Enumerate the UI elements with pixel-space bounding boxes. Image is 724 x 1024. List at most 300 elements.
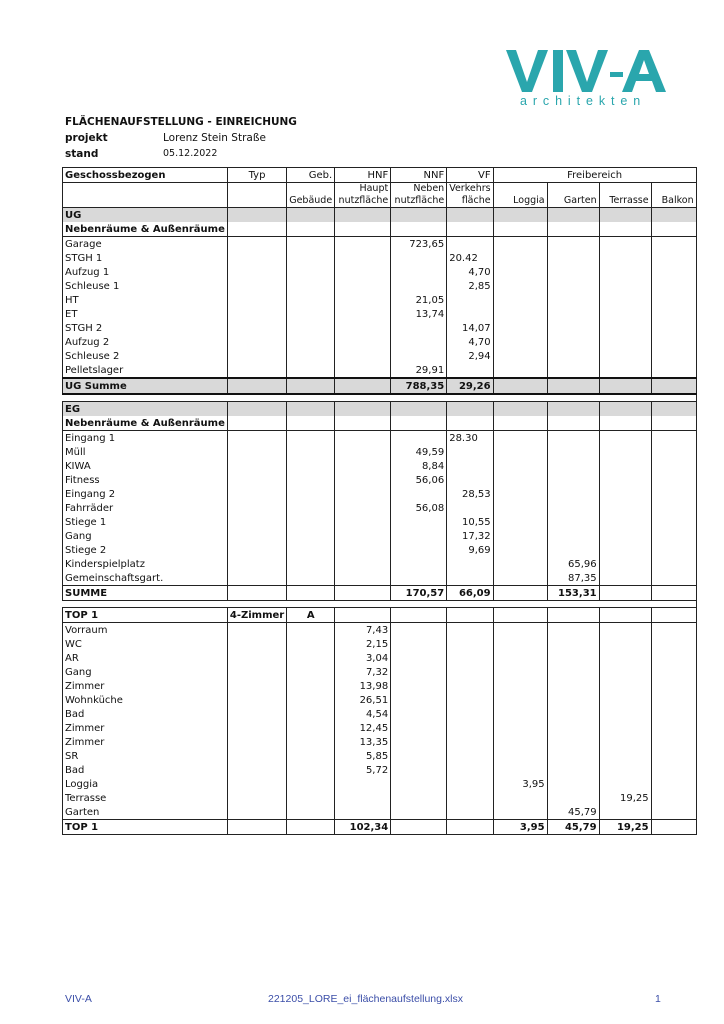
table-row-cell (599, 515, 651, 529)
sum-row-cell (335, 378, 391, 394)
table-row-cell (599, 251, 651, 265)
header-subrow-cell (287, 183, 335, 196)
table-row-cell (391, 251, 447, 265)
table-row-cell (287, 363, 335, 378)
sum-row-cell (651, 586, 696, 601)
table-row (63, 749, 697, 763)
table-row-cell (391, 557, 447, 571)
section-title-row-cell (599, 208, 651, 223)
table-row-cell (287, 487, 335, 501)
table-row-cell (391, 279, 447, 293)
table-row (63, 501, 697, 515)
table-row-cell (651, 237, 696, 252)
table-row-cell (493, 335, 547, 349)
table-row-cell (227, 529, 286, 543)
table-row-cell (287, 777, 335, 791)
table-row-cell (547, 293, 599, 307)
table-row-cell (493, 431, 547, 446)
table-row-cell (227, 805, 286, 820)
table-row-cell (447, 651, 493, 665)
section-gap-cell (63, 601, 697, 608)
table-row-cell (547, 459, 599, 473)
table-row-cell (227, 557, 286, 571)
table-row-cell (447, 791, 493, 805)
section-title-row-cell (391, 402, 447, 417)
unit-header-row-cell (335, 608, 391, 623)
table-row-cell: Gang (63, 529, 228, 543)
table-row-cell (227, 431, 286, 446)
table-row-cell (547, 623, 599, 638)
section-subtitle-row-cell (391, 416, 447, 431)
table-row-cell (391, 487, 447, 501)
sum-row-cell: 788,35 (391, 378, 447, 394)
table-row-cell: 17,32 (447, 529, 493, 543)
table-row-cell: 28,53 (447, 487, 493, 501)
unit-header-row-cell (391, 608, 447, 623)
table-row-cell (227, 763, 286, 777)
table-row-cell (651, 293, 696, 307)
table-row-cell (335, 515, 391, 529)
table-row-cell (227, 501, 286, 515)
document-header (65, 114, 297, 162)
table-row (63, 557, 697, 571)
table-row-cell (287, 307, 335, 321)
table-row-cell: 4,54 (335, 707, 391, 721)
table-row-cell (287, 251, 335, 265)
table-row-cell (493, 637, 547, 651)
table-row-cell (599, 293, 651, 307)
table-row-cell (287, 679, 335, 693)
header-subrow-cell: Loggia (493, 195, 547, 208)
table-row-cell (599, 349, 651, 363)
table-row-cell (287, 693, 335, 707)
table-row-cell (335, 431, 391, 446)
table-row-cell (287, 637, 335, 651)
table-row-cell: SR (63, 749, 228, 763)
table-row-cell: Eingang 1 (63, 431, 228, 446)
table-row-cell (391, 763, 447, 777)
section-title-row-cell: EG (63, 402, 228, 417)
table-row-cell (287, 665, 335, 679)
table-row-cell: 7,32 (335, 665, 391, 679)
table-row-cell (599, 543, 651, 557)
table-row-cell (493, 651, 547, 665)
table-row-cell: AR (63, 651, 228, 665)
section-subtitle-row-cell (599, 222, 651, 237)
table-row-cell: Zimmer (63, 679, 228, 693)
table-row-cell (651, 805, 696, 820)
table-row (63, 637, 697, 651)
table-row-cell: Schleuse 2 (63, 349, 228, 363)
table-row-cell (547, 665, 599, 679)
table-row-cell: Wohnküche (63, 693, 228, 707)
table-row-cell (547, 501, 599, 515)
section-title-row-cell (651, 208, 696, 223)
table-row-cell (391, 529, 447, 543)
table-row-cell (447, 363, 493, 378)
section-subtitle-row-cell (651, 416, 696, 431)
table-row-cell (287, 651, 335, 665)
table-row-cell (447, 237, 493, 252)
table-row-cell (391, 805, 447, 820)
sum-row-cell: SUMME (63, 586, 228, 601)
table-row-cell (391, 265, 447, 279)
table-row-cell: Bad (63, 707, 228, 721)
table-row-cell (599, 651, 651, 665)
table-row-cell (599, 805, 651, 820)
table-row-cell (651, 721, 696, 735)
table-row-cell (651, 459, 696, 473)
header-subrow-cell (227, 195, 286, 208)
section-title-row-cell: UG (63, 208, 228, 223)
table-row-cell (599, 529, 651, 543)
table-row-cell (391, 721, 447, 735)
table-row-cell (287, 279, 335, 293)
table-row-cell (599, 473, 651, 487)
table-row-cell (227, 791, 286, 805)
sum-row-cell (599, 586, 651, 601)
table-row-cell (547, 679, 599, 693)
sum-row-cell: UG Summe (63, 378, 228, 394)
table-row-cell (599, 623, 651, 638)
table-row (63, 623, 697, 638)
table-row-cell (227, 307, 286, 321)
table-row-cell: STGH 1 (63, 251, 228, 265)
table-row (63, 735, 697, 749)
table-row-cell: 21,05 (391, 293, 447, 307)
table-row (63, 307, 697, 321)
table-row-cell (651, 735, 696, 749)
table-row-cell (599, 665, 651, 679)
header-subrow-cell (547, 183, 599, 196)
table-row-cell: Stiege 2 (63, 543, 228, 557)
table-row (63, 321, 697, 335)
unit-header-row-cell: TOP 1 (63, 608, 228, 623)
header-subrow-cell: nutzfläche (391, 195, 447, 208)
section-title-row-cell (227, 208, 286, 223)
column-header: Freibereich (493, 168, 696, 183)
table-row-cell: Stiege 1 (63, 515, 228, 529)
table-row-cell: Vorraum (63, 623, 228, 638)
table-row-cell (227, 445, 286, 459)
table-row-cell (547, 721, 599, 735)
table-row-cell (287, 529, 335, 543)
table-row-cell (287, 473, 335, 487)
table-row (63, 251, 697, 265)
table-row-cell (493, 445, 547, 459)
table-row-cell (599, 721, 651, 735)
table-row-cell: 2,15 (335, 637, 391, 651)
section-subtitle-row-cell (599, 416, 651, 431)
table-row-cell: 8,84 (391, 459, 447, 473)
sum-row-cell (335, 586, 391, 601)
table-row-cell (651, 777, 696, 791)
table-row-cell (287, 293, 335, 307)
table-row-cell (599, 777, 651, 791)
table-row-cell (227, 707, 286, 721)
table-row (63, 459, 697, 473)
column-header: Geb. (287, 168, 335, 183)
table-row-cell: Schleuse 1 (63, 279, 228, 293)
table-row-cell: Pelletslager (63, 363, 228, 378)
table-row-cell (287, 791, 335, 805)
table-row-cell: Terrasse (63, 791, 228, 805)
table-row-cell: 20.42 (447, 251, 493, 265)
table-row-cell: Aufzug 2 (63, 335, 228, 349)
unit-header-row-cell (547, 608, 599, 623)
table-row-cell (391, 543, 447, 557)
table-row-cell (447, 763, 493, 777)
table-row (63, 693, 697, 707)
table-row-cell (547, 445, 599, 459)
section-title-row-cell (227, 402, 286, 417)
header-subrow-cell: Garten (547, 195, 599, 208)
table-row-cell (227, 515, 286, 529)
table-row-cell (493, 459, 547, 473)
section-title-row-cell (391, 208, 447, 223)
table-row-cell (447, 307, 493, 321)
table-row (63, 293, 697, 307)
header-row (63, 168, 697, 183)
table-row-cell (227, 293, 286, 307)
table-row-cell (651, 679, 696, 693)
table-row-cell (447, 693, 493, 707)
header-subrow-cell: Neben (391, 183, 447, 196)
sum-row-cell (287, 378, 335, 394)
table-row-cell (335, 529, 391, 543)
section-subtitle-row-cell (493, 222, 547, 237)
table-row-cell (335, 571, 391, 586)
table-row (63, 665, 697, 679)
table-row-cell (447, 473, 493, 487)
table-row-cell (447, 721, 493, 735)
section-title-row-cell (651, 402, 696, 417)
sum-row-cell: 19,25 (599, 820, 651, 835)
section-subtitle-row-cell (227, 222, 286, 237)
table-row-cell: 26,51 (335, 693, 391, 707)
unit-header-row (63, 608, 697, 623)
table-row (63, 431, 697, 446)
table-row (63, 651, 697, 665)
table-row-cell (447, 623, 493, 638)
table-row-cell (227, 459, 286, 473)
table-row-cell (447, 777, 493, 791)
table-row-cell (227, 637, 286, 651)
table-row-cell (599, 431, 651, 446)
table-row-cell (335, 251, 391, 265)
logo-subtitle: architekten (520, 94, 647, 108)
table-row (63, 543, 697, 557)
table-row-cell: 28.30 (447, 431, 493, 446)
unit-header-row-cell (493, 608, 547, 623)
table-row (63, 777, 697, 791)
section-title-row (63, 208, 697, 223)
section-title-row (63, 402, 697, 417)
table-row-cell (227, 363, 286, 378)
table-row-cell (227, 693, 286, 707)
table-row-cell (599, 363, 651, 378)
table-row-cell: 56,06 (391, 473, 447, 487)
table-row-cell (227, 473, 286, 487)
table-row-cell (547, 307, 599, 321)
table-row-cell (599, 459, 651, 473)
table-row-cell (547, 515, 599, 529)
table-row-cell: 7,43 (335, 623, 391, 638)
table-row-cell (227, 721, 286, 735)
table-row-cell: Fitness (63, 473, 228, 487)
table-row-cell (335, 321, 391, 335)
table-row-cell (287, 515, 335, 529)
table-row-cell (493, 349, 547, 363)
column-header: HNF (335, 168, 391, 183)
table-row-cell (493, 265, 547, 279)
table-row-cell (651, 749, 696, 763)
header-subrow-cell: nutzfläche (335, 195, 391, 208)
table-row-cell (287, 707, 335, 721)
table-row-cell (651, 431, 696, 446)
table-row-cell (391, 349, 447, 363)
table-row-cell (335, 501, 391, 515)
table-row (63, 363, 697, 378)
table-row (63, 571, 697, 586)
table-row-cell: 49,59 (391, 445, 447, 459)
sum-row (63, 820, 697, 835)
table-row-cell (287, 805, 335, 820)
area-table (62, 167, 697, 835)
table-row-cell (547, 349, 599, 363)
table-row-cell (447, 679, 493, 693)
table-row-cell (391, 735, 447, 749)
table-row-cell (335, 459, 391, 473)
header-subrow-cell (63, 195, 228, 208)
table-row (63, 529, 697, 543)
section-title-row-cell (287, 208, 335, 223)
table-row-cell (227, 543, 286, 557)
table-row-cell: Bad (63, 763, 228, 777)
table-row-cell (651, 571, 696, 586)
table-row-cell (447, 665, 493, 679)
table-row-cell (599, 749, 651, 763)
section-title-row-cell (335, 208, 391, 223)
table-row (63, 515, 697, 529)
table-row-cell (493, 293, 547, 307)
table-row-cell (493, 571, 547, 586)
sum-row-cell (493, 586, 547, 601)
table-row-cell (599, 679, 651, 693)
table-row-cell (287, 735, 335, 749)
section-subtitle-row-cell (651, 222, 696, 237)
table-row-cell (493, 749, 547, 763)
table-row-cell (335, 279, 391, 293)
table-row-cell (651, 487, 696, 501)
table-row-cell (547, 237, 599, 252)
section-title-row-cell (599, 402, 651, 417)
table-row-cell (227, 265, 286, 279)
sum-row-cell (287, 586, 335, 601)
table-row-cell: 13,74 (391, 307, 447, 321)
table-row (63, 805, 697, 820)
table-row-cell (447, 637, 493, 651)
table-row-cell (335, 293, 391, 307)
table-row-cell (287, 557, 335, 571)
table-row-cell (599, 707, 651, 721)
table-row-cell (227, 279, 286, 293)
table-row-cell (493, 529, 547, 543)
table-row-cell (651, 335, 696, 349)
table-row-cell (493, 501, 547, 515)
table-row-cell (651, 279, 696, 293)
header-subrow-cell (493, 183, 547, 196)
header-subrow-cell: Verkehrs (447, 183, 493, 196)
table-row-cell (391, 749, 447, 763)
table-row-cell (547, 321, 599, 335)
section-subtitle-row-cell (547, 416, 599, 431)
table-row-cell: 45,79 (547, 805, 599, 820)
table-row-cell (547, 763, 599, 777)
table-row-cell: 10,55 (447, 515, 493, 529)
table-row-cell (447, 557, 493, 571)
table-row-cell (287, 349, 335, 363)
table-row-cell (547, 279, 599, 293)
footer-filename: 221205_LORE_ei_flächenaufstellung.xlsx (268, 993, 463, 1005)
table-row-cell: 2,94 (447, 349, 493, 363)
table-row-cell (287, 237, 335, 252)
table-row (63, 237, 697, 252)
table-row-cell (335, 805, 391, 820)
sum-row-cell (287, 820, 335, 835)
table-row-cell (493, 487, 547, 501)
table-row-cell (651, 557, 696, 571)
document-title: FLÄCHENAUFSTELLUNG - EINREICHUNG (65, 116, 297, 128)
table-row-cell (391, 679, 447, 693)
table-row-cell: Garten (63, 805, 228, 820)
table-row-cell (391, 791, 447, 805)
table-row-cell: 723,65 (391, 237, 447, 252)
table-row-cell (335, 307, 391, 321)
table-row-cell (651, 251, 696, 265)
section-title-row-cell (447, 402, 493, 417)
footer-page-number: 1 (655, 993, 661, 1005)
sum-row-cell: 170,57 (391, 586, 447, 601)
table-row-cell (287, 459, 335, 473)
table-row (63, 487, 697, 501)
table-row-cell (493, 665, 547, 679)
table-row-cell: 2,85 (447, 279, 493, 293)
header-subrow-cell: fläche (447, 195, 493, 208)
table-row-cell (651, 349, 696, 363)
stand-label: stand (65, 148, 99, 160)
table-row-cell: 5,72 (335, 763, 391, 777)
table-row-cell (335, 363, 391, 378)
table-row-cell (547, 707, 599, 721)
sum-row-cell: 66,09 (447, 586, 493, 601)
section-subtitle-row-cell (547, 222, 599, 237)
table-row-cell (335, 265, 391, 279)
sum-row-cell (447, 820, 493, 835)
section-title-row-cell (547, 402, 599, 417)
table-row-cell (227, 487, 286, 501)
table-row-cell (227, 623, 286, 638)
table-row-cell (599, 279, 651, 293)
table-row-cell (547, 529, 599, 543)
table-row-cell (493, 363, 547, 378)
table-row-cell: Eingang 2 (63, 487, 228, 501)
table-row-cell (599, 735, 651, 749)
section-subtitle-row-cell (447, 416, 493, 431)
table-row-cell (493, 543, 547, 557)
sum-row-cell (227, 820, 286, 835)
table-row-cell (227, 251, 286, 265)
